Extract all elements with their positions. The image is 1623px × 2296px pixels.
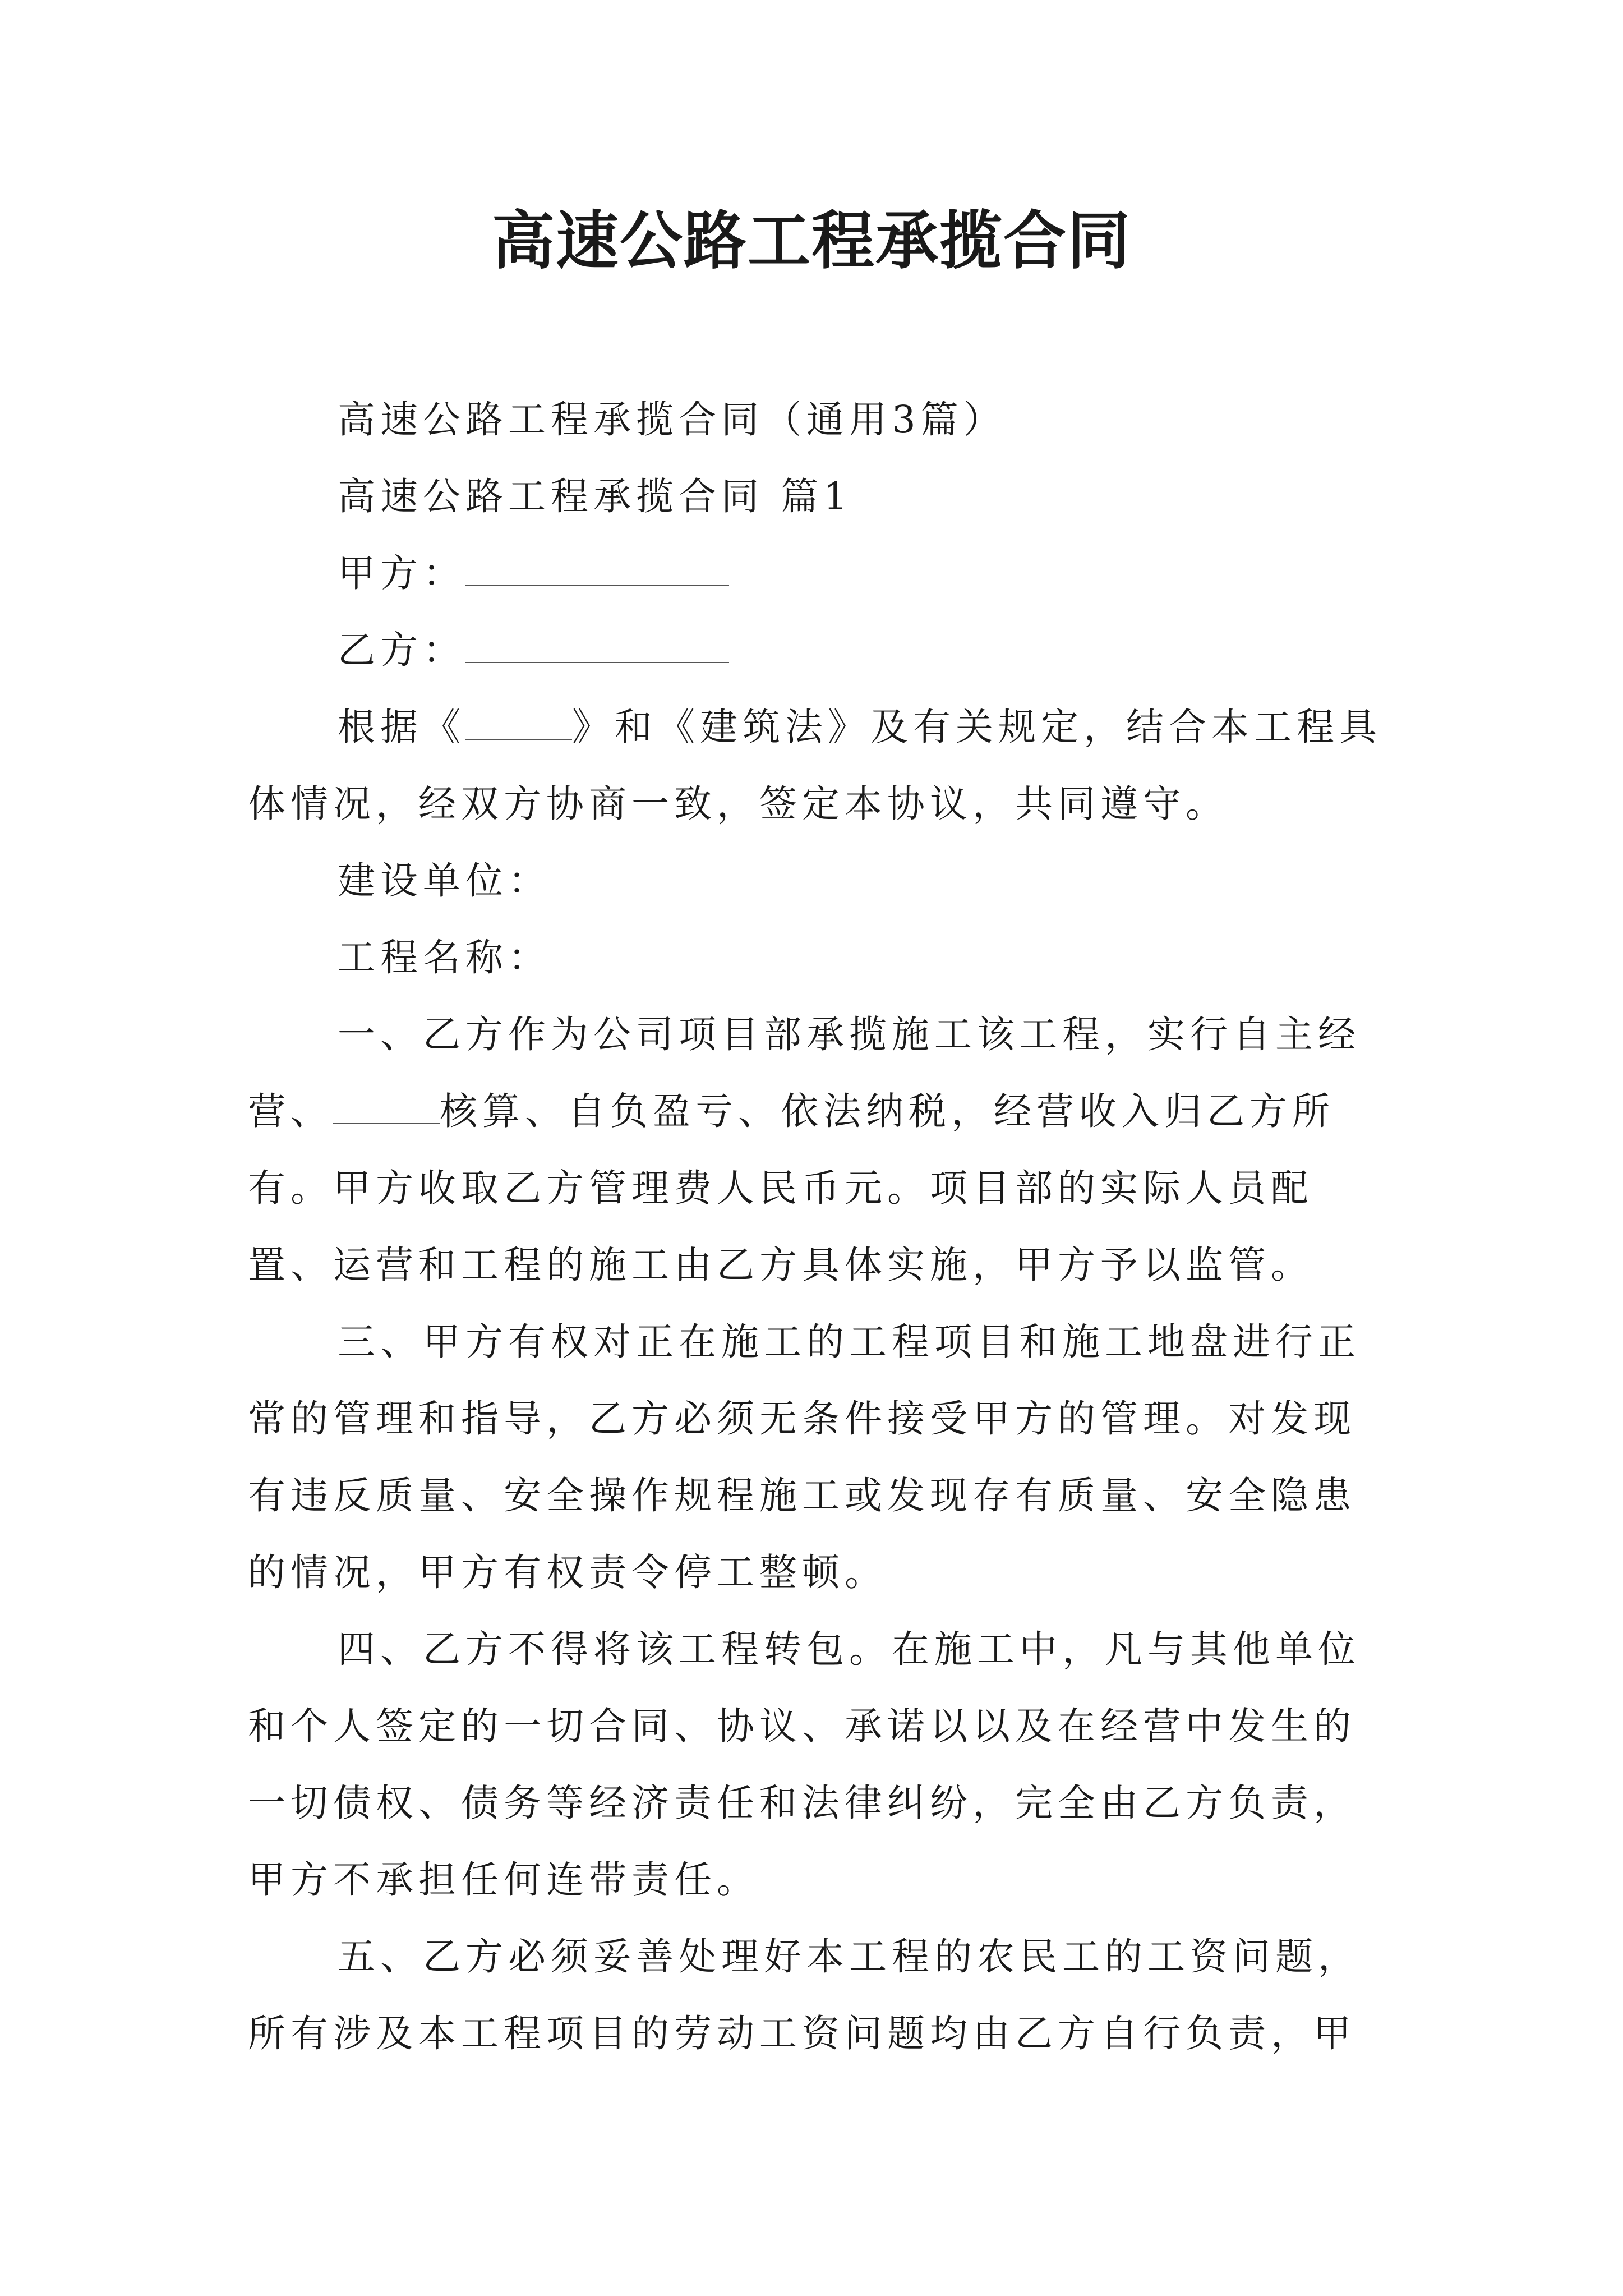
party-a-line	[248, 535, 1395, 612]
party-a-blank	[465, 551, 729, 586]
section-heading: 高速公路工程承揽合同 篇1	[338, 475, 852, 518]
document-body	[248, 381, 1395, 2072]
party-b-blank	[465, 628, 729, 663]
intro-text-end: 》和《建筑法》及有关规定，结合本工程具体情况，经双方协商一致，签定本协议，共同遵守。	[248, 705, 1382, 826]
document-title: 高速公路工程承揽合同	[492, 204, 1131, 278]
intro-text-start: 根据《	[338, 705, 465, 749]
clause-1-text-end: 核算、自负盈亏、依法纳税，经营收入归乙方所有。甲方收取乙方管理费人民币元。项目部的实际人员配置、运营和工程的施工由乙方具体实施，甲方予以监管。	[248, 1089, 1335, 1287]
clause-1-text-start: 一、乙方作为公司项目部承揽施工该工程，实行自主经营、	[248, 1013, 1361, 1133]
party-b-label: 乙方：	[338, 628, 465, 672]
clause-3-paragraph: 三、甲方有权对正在施工的工程项目和施工地盘进行正常的管理和指导，乙方必须无条件接受甲方的管理。对发现有违反质量、安全操作规程施工或发现存有质量、安全隐患的情况，甲方有权责令停工整顿。	[248, 1320, 1361, 1594]
intro-paragraph	[248, 689, 1395, 843]
clause-1-paragraph	[248, 996, 1395, 1304]
document-subtitle: 高速公路工程承揽合同（通用3篇）	[338, 398, 1006, 441]
project-name-line: 工程名称：	[338, 936, 551, 979]
clause-5-paragraph: 五、乙方必须妥善处理好本工程的农民工的工资问题，所有涉及本工程项目的劳动工资问题均由乙方自行负责，甲	[248, 1935, 1361, 2055]
party-b-line	[248, 612, 1395, 689]
clause-4-paragraph: 四、乙方不得将该工程转包。在施工中，凡与其他单位和个人签定的一切合同、协议、承诺以以及在经营中发生的一切债权、债务等经济责任和法律纠纷，完全由乙方负责，甲方不承担任何连带责任。	[248, 1627, 1361, 1902]
accounting-blank	[333, 1089, 440, 1124]
construction-unit-line: 建设单位：	[338, 859, 551, 903]
party-a-label: 甲方：	[338, 551, 465, 595]
law-name-blank	[465, 705, 572, 740]
